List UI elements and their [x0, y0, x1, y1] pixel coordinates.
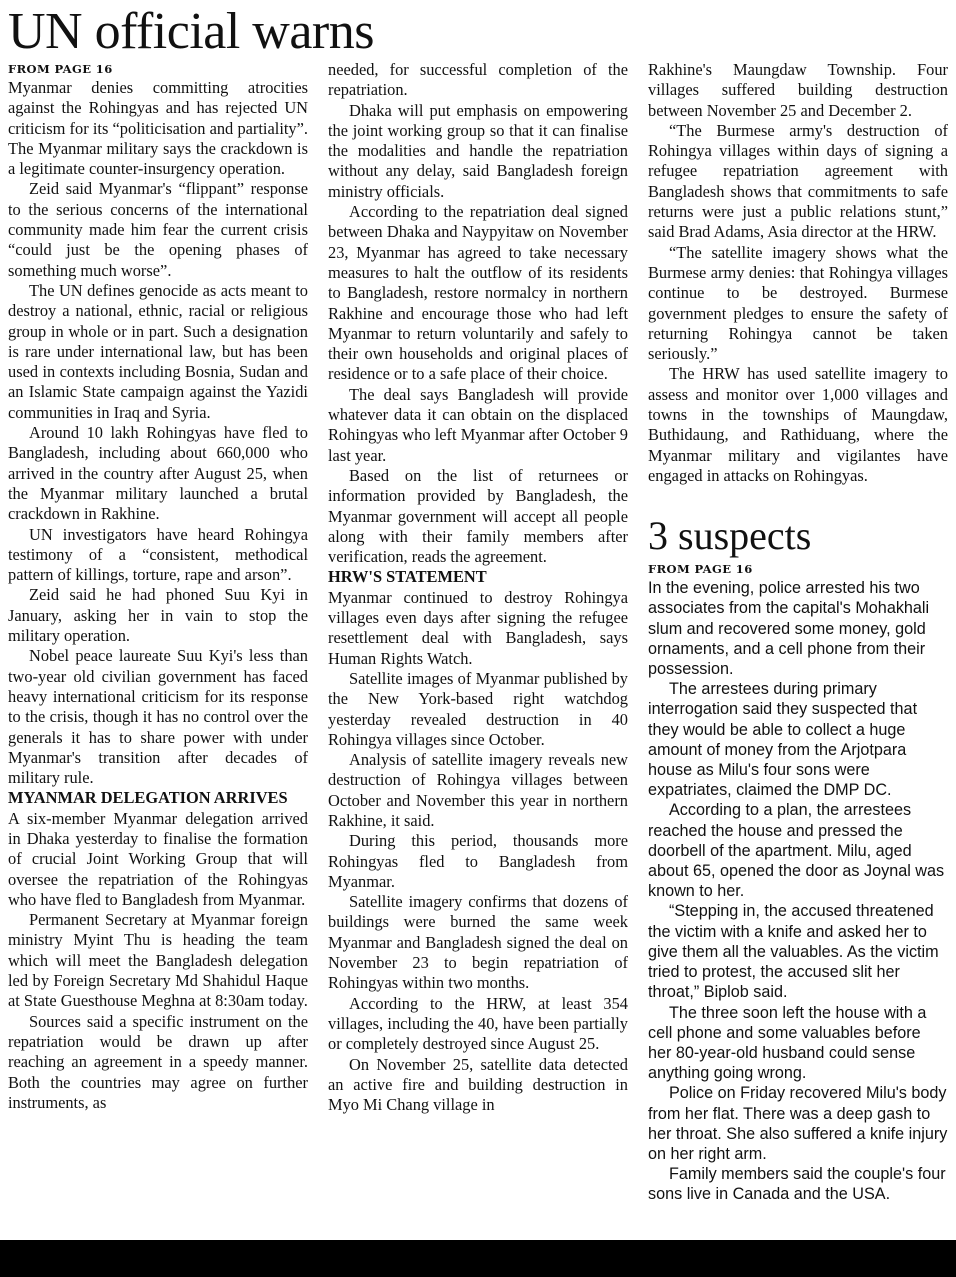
subhead-myanmar-delegation: MYANMAR DELEGATION ARRIVES	[8, 788, 288, 808]
paragraph: Zeid said Myanmar's “flippant” response to the serious concerns of the international community made him fear the current crisis “could just be the opening phases of something much worse”.	[8, 179, 308, 280]
paragraph: UN investigators have heard Rohingya testimony of a “consistent, methodical pattern of killings, torture, rape and arson”.	[8, 524, 308, 585]
paragraph: During this period, thousands more Rohingyas fled to Bangladesh from Myanmar.	[328, 831, 628, 891]
paragraph: Based on the list of returnees or information provided by Bangladesh, the Myanmar government will accept all people along with their family members after verification, reads the agreement.	[328, 465, 628, 567]
paragraph: “Stepping in, the accused threatened the victim with a knife and asked her to give them all the valuables. As the victim tried to protest, the accused slit her throat,” Biplob said.	[648, 902, 939, 1002]
paragraph: On November 25, satellite data detected an active fire and building destruction in Myo Mi Chang village in	[328, 1054, 628, 1115]
paragraph: Around 10 lakh Rohingyas have fled to Bangladesh, including about 660,000 who arrived in the country after August 25, when the Myanmar military launched a brutal crackdown in Rakhine.	[8, 423, 308, 524]
paragraph: Satellite imagery confirms that dozens of buildings were burned the same week Myanmar and Bangladesh signed the deal on November 23 to begin repatriation of Rohingyas within two months.	[328, 892, 628, 993]
paragraph: “The Burmese army's destruction of Rohingya villages within days of signing a refugee repatriation agreement with Bangladesh shows that commitments to safe returns were just a public relations stunt,” said Brad Adams, Asia director at the HRW.	[648, 120, 948, 242]
story-3-suspects	[648, 578, 948, 1204]
paragraph: The deal says Bangladesh will provide whatever data it can obtain on the displaced Rohingyas who left Myanmar after October 9 last year.	[328, 384, 628, 465]
paragraph: Analysis of satellite imagery reveals new destruction of Rohingya villages between October and November this year in northern Rakhine, it said.	[328, 750, 628, 830]
paragraph: According to the HRW, at least 354 villages, including the 40, have been partially or completely destroyed since August 25.	[328, 993, 628, 1054]
paragraph: “The satellite imagery shows what the Burmese army denies: that Rohingya villages continue to be destroyed. Burmese government pledges to ensure the safety of returning Rohingya cannot be taken seriously.”	[648, 242, 948, 364]
paragraph: Rakhine's Maungdaw Township. Four villages suffered building destruction between November 25 and December 2.	[648, 60, 948, 120]
paragraph: Zeid said he had phoned Suu Kyi in January, asking her in vain to stop the military operation.	[8, 585, 308, 646]
paragraph: Myanmar denies committing atrocities against the Rohingyas and has rejected UN criticism for its “politicisation and partiality”. The Myanmar military says the crackdown is a legitimate counter-insurgency operation.	[8, 78, 308, 179]
paragraph: In the evening, police arrested his two associates from the capital's Mohakhali slum and recovered some money, gold ornaments, and a cell phone from their possession.	[648, 579, 930, 679]
column-2	[328, 60, 628, 1240]
column-1	[8, 60, 308, 1240]
subhead-hrw-statement: HRW'S STATEMENT	[328, 567, 487, 587]
paragraph: Myanmar continued to destroy Rohingya villages even days after signing the refugee resettlement deal with Bangladesh, says Human Rights Watch.	[328, 587, 628, 668]
paragraph: The UN defines genocide as acts meant to destroy a national, ethnic, racial or religious group in whole or in part. Such a designation is rare under international law, but has been used in contexts including Bosnia, Sudan and an Islamic State campaign against the Yazidi communities in Iraq and Syria.	[8, 280, 308, 422]
paragraph: According to the repatriation deal signed between Dhaka and Naypyitaw on November 23, Myanmar has agreed to take necessary measures to halt the outflow of its residents to Bangladesh, restore normalcy in northern Rakhine and encourage those who had left Myanmar to return voluntarily and safely to their own households and original places of residence or to a safe place of their choice.	[328, 202, 628, 384]
paragraph: Permanent Secretary at Myanmar foreign ministry Myint Thu is heading the team which will meet the Bangladesh delegation led by Foreign Secretary Md Shahidul Haque at State Guesthouse Meghna at 8:30am today.	[8, 910, 308, 1011]
headline-3-suspects: 3 suspects	[648, 513, 812, 559]
paragraph: The arrestees during primary interrogation said they suspected that they would be able to collect a huge amount of money from the Arjotpara house as Milu's four sons were expatriates, claimed the DMP DC.	[648, 680, 918, 800]
paragraph: Dhaka will put emphasis on empowering the joint working group so that it can finalise the modalities and handle the repatriation without any delay, said Bangladesh foreign ministry officials.	[328, 100, 628, 201]
paragraph: Satellite images of Myanmar published by the New York-based right watchdog yesterday revealed destruction in 40 Rohingya villages since October.	[328, 668, 628, 749]
paragraph: The three soon left the house with a cell phone and some valuables before her 80-year-old husband could sense anything going wrong.	[648, 1003, 927, 1083]
from-page-label: FROM PAGE 16	[648, 562, 753, 577]
column-3	[648, 60, 948, 1240]
paragraph: A six-member Myanmar delegation arrived in Dhaka yesterday to finalise the formation of crucial Joint Working Group that will oversee the repatriation of the Rohingyas who have fled to Bangladesh from Myanmar.	[8, 808, 308, 909]
paragraph: Sources said a specific instrument on the repatriation would be drawn up after reaching an agreement in a speedy manner. Both the countries may agree on further instruments, as	[8, 1011, 308, 1112]
from-page-label: FROM PAGE 16	[8, 62, 113, 76]
paragraph: needed, for successful completion of the repatriation.	[328, 60, 628, 100]
paragraph: Family members said the couple's four sons live in Canada and the USA.	[648, 1165, 946, 1204]
paragraph: Nobel peace laureate Suu Kyi's less than two-year old civilian government has faced heavy international criticism for its response to the crisis, though it has no control over the generals it has to share power with under Myanmar's transition after decades of military rule.	[8, 646, 308, 788]
paragraph: The HRW has used satellite imagery to assess and monitor over 1,000 villages and towns in the townships of Maungdaw, Buthidaung, and Rathiduang, where the Myanmar military and vigilantes have engaged in attacks on Rohingyas.	[648, 364, 948, 485]
headline-un-official-warns: UN official warns	[8, 3, 374, 60]
paragraph: Police on Friday recovered Milu's body from her flat. There was a deep gash to her throat. She also suffered a knife injury on her right arm.	[648, 1084, 948, 1163]
paragraph: According to a plan, the arrestees reached the house and pressed the doorbell of the apartment. Milu, aged about 65, opened the door as Joynal was known to her.	[648, 801, 945, 901]
